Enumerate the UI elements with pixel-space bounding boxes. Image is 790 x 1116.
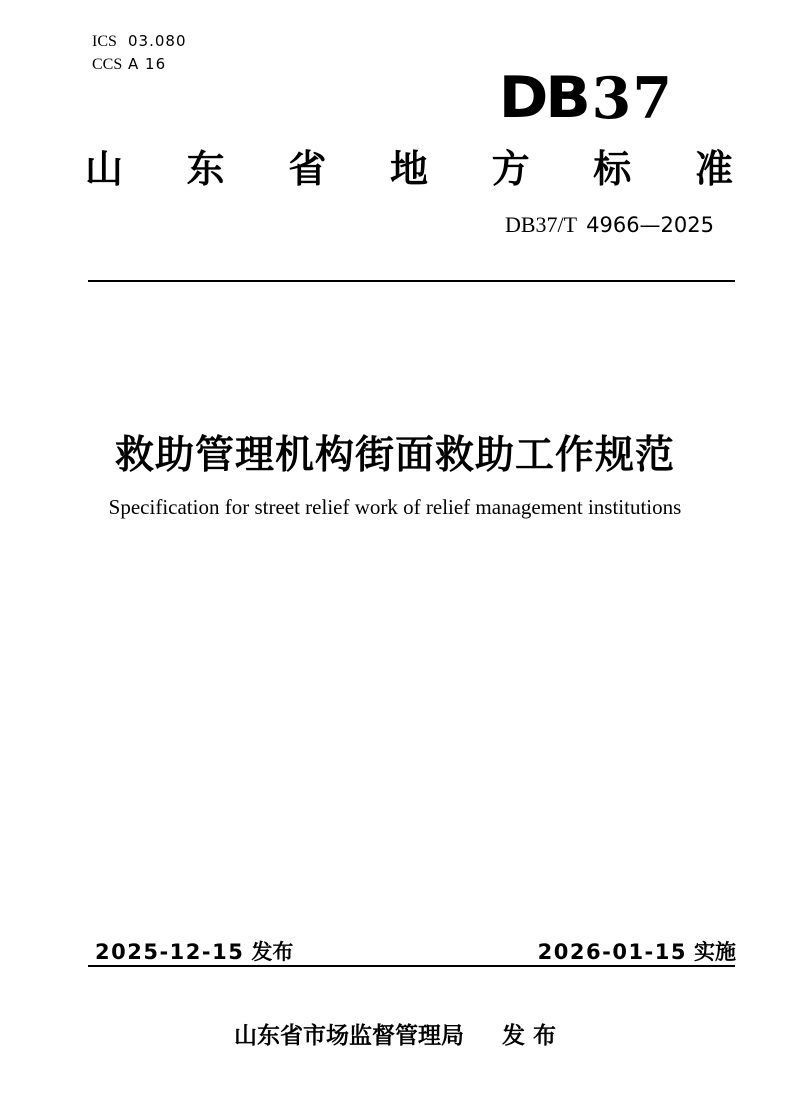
standard-code — [505, 212, 714, 238]
standard-type-char: 东 — [186, 147, 225, 191]
standard-type-char: 山 — [85, 147, 124, 191]
header-divider-rule — [88, 280, 735, 282]
standard-code-number: 4966—2025 — [586, 213, 714, 237]
db37-logo-db: DB — [498, 65, 588, 131]
ics-code-row — [92, 32, 187, 55]
publish-label: 发布 — [251, 940, 294, 964]
classification-codes — [92, 32, 187, 78]
ccs-value: A 16 — [128, 55, 167, 73]
implement-date-group — [538, 936, 736, 966]
document-title-en: Specification for street relief work of relief management institutions — [108, 495, 682, 519]
standard-type-char: 地 — [389, 147, 428, 191]
standard-type-char: 标 — [593, 147, 632, 191]
implement-label: 实施 — [694, 940, 736, 964]
standard-type-char: 省 — [288, 147, 327, 191]
issuer-name: 山东省市场监督管理局 — [233, 1023, 464, 1049]
standard-type-char: 准 — [694, 147, 733, 191]
dates-row — [95, 936, 736, 966]
ics-value: 03.080 — [128, 32, 187, 50]
issue-label: 发 布 — [502, 1023, 557, 1049]
document-title-cn: 救助管理机构街面救助工作规范 — [114, 433, 675, 478]
publish-date: 2025-12-15 — [95, 940, 245, 964]
standard-type-char: 方 — [491, 147, 530, 191]
db37-logo — [498, 65, 673, 132]
publish-date-group — [95, 936, 293, 966]
db37-logo-region-number: 37 — [591, 65, 673, 132]
implement-date: 2026-01-15 — [537, 940, 687, 964]
standard-code-prefix: DB37/T — [504, 212, 578, 237]
footer-divider-rule — [88, 965, 735, 967]
issuer-row — [0, 1017, 790, 1050]
ics-label: ICS — [92, 33, 117, 50]
standard-type-heading — [85, 149, 733, 191]
ccs-label: CCS — [92, 56, 123, 73]
ccs-code-row — [92, 55, 187, 78]
